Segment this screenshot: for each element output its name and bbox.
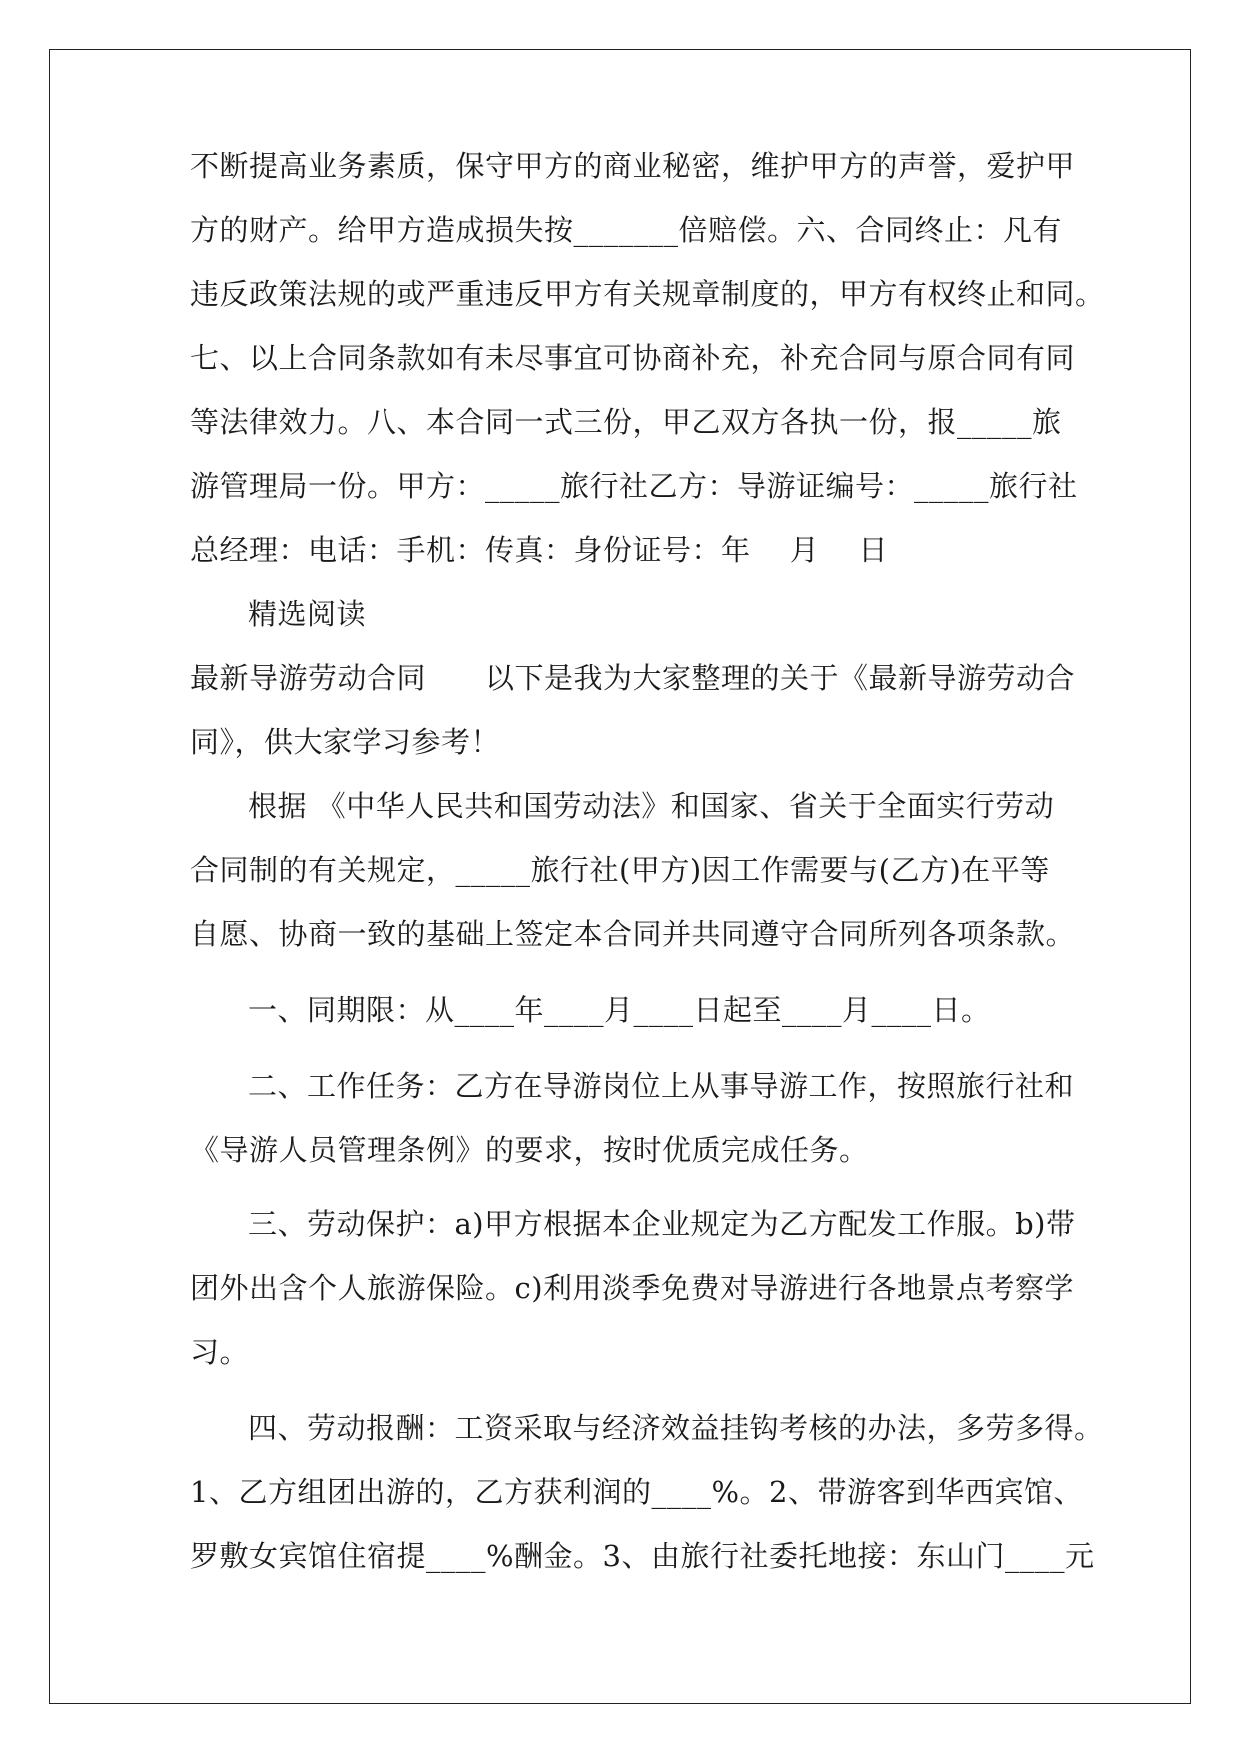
text-line: 罗敷女宾馆住宿提____%酬金。3、由旅行社委托地接：东山门____元 [190, 1539, 1095, 1573]
text-line: 自愿、协商一致的基础上签定本合同并共同遵守合同所列各项条款。 [190, 917, 1076, 951]
text-line: 总经理：电话：手机：传真：身份证号：年 月 日 [190, 533, 888, 567]
article-title-line: 最新导游劳动合同 以下是我为大家整理的关于《最新导游劳动合 [190, 661, 1076, 695]
paragraph-start: 三、劳动保护：a)甲方根据本企业规定为乙方配发工作服。b)带 [248, 1207, 1076, 1241]
text-line: 1、乙方组团出游的，乙方获利润的____%。2、带游客到华西宾馆、 [190, 1475, 1083, 1509]
text-line: 同》，供大家学习参考！ [190, 725, 501, 759]
text-line: 习。 [190, 1335, 250, 1369]
text-line: 违反政策法规的或严重违反甲方有关规章制度的，甲方有权终止和同。 [190, 277, 1105, 311]
paragraph-start: 四、劳动报酬：工资采取与经济效益挂钩考核的办法，多劳多得。 [248, 1411, 1104, 1445]
text-line: 等法律效力。八、本合同一式三份，甲乙双方各执一份，报_____旅 [190, 405, 1062, 439]
text-line: 合同制的有关规定，_____旅行社(甲方)因工作需要与(乙方)在平等 [190, 853, 1050, 887]
text-line: 《导游人员管理条例》的要求，按时优质完成任务。 [190, 1133, 869, 1167]
text-line: 方的财产。给甲方造成损失按_______倍赔偿。六、合同终止：凡有 [190, 213, 1063, 247]
section-heading: 精选阅读 [248, 597, 367, 631]
text-line: 游管理局一份。甲方：_____旅行社乙方：导游证编号：_____旅行社 [190, 469, 1078, 503]
paragraph-start: 二、工作任务：乙方在导游岗位上从事导游工作，按照旅行社和 [248, 1069, 1075, 1103]
text-line: 团外出含个人旅游保险。c)利用淡季免费对导游进行各地景点考察学 [190, 1271, 1075, 1305]
paragraph-start: 根据 《中华人民共和国劳动法》和国家、省关于全面实行劳动 [248, 789, 1055, 823]
paragraph-start: 一、同期限：从____年____月____日起至____月____日。 [248, 993, 991, 1027]
text-line: 不断提高业务素质，保守甲方的商业秘密，维护甲方的声誉，爱护甲 [190, 149, 1076, 183]
text-line: 七、以上合同条款如有未尽事宜可协商补充，补充合同与原合同有同 [190, 341, 1076, 375]
